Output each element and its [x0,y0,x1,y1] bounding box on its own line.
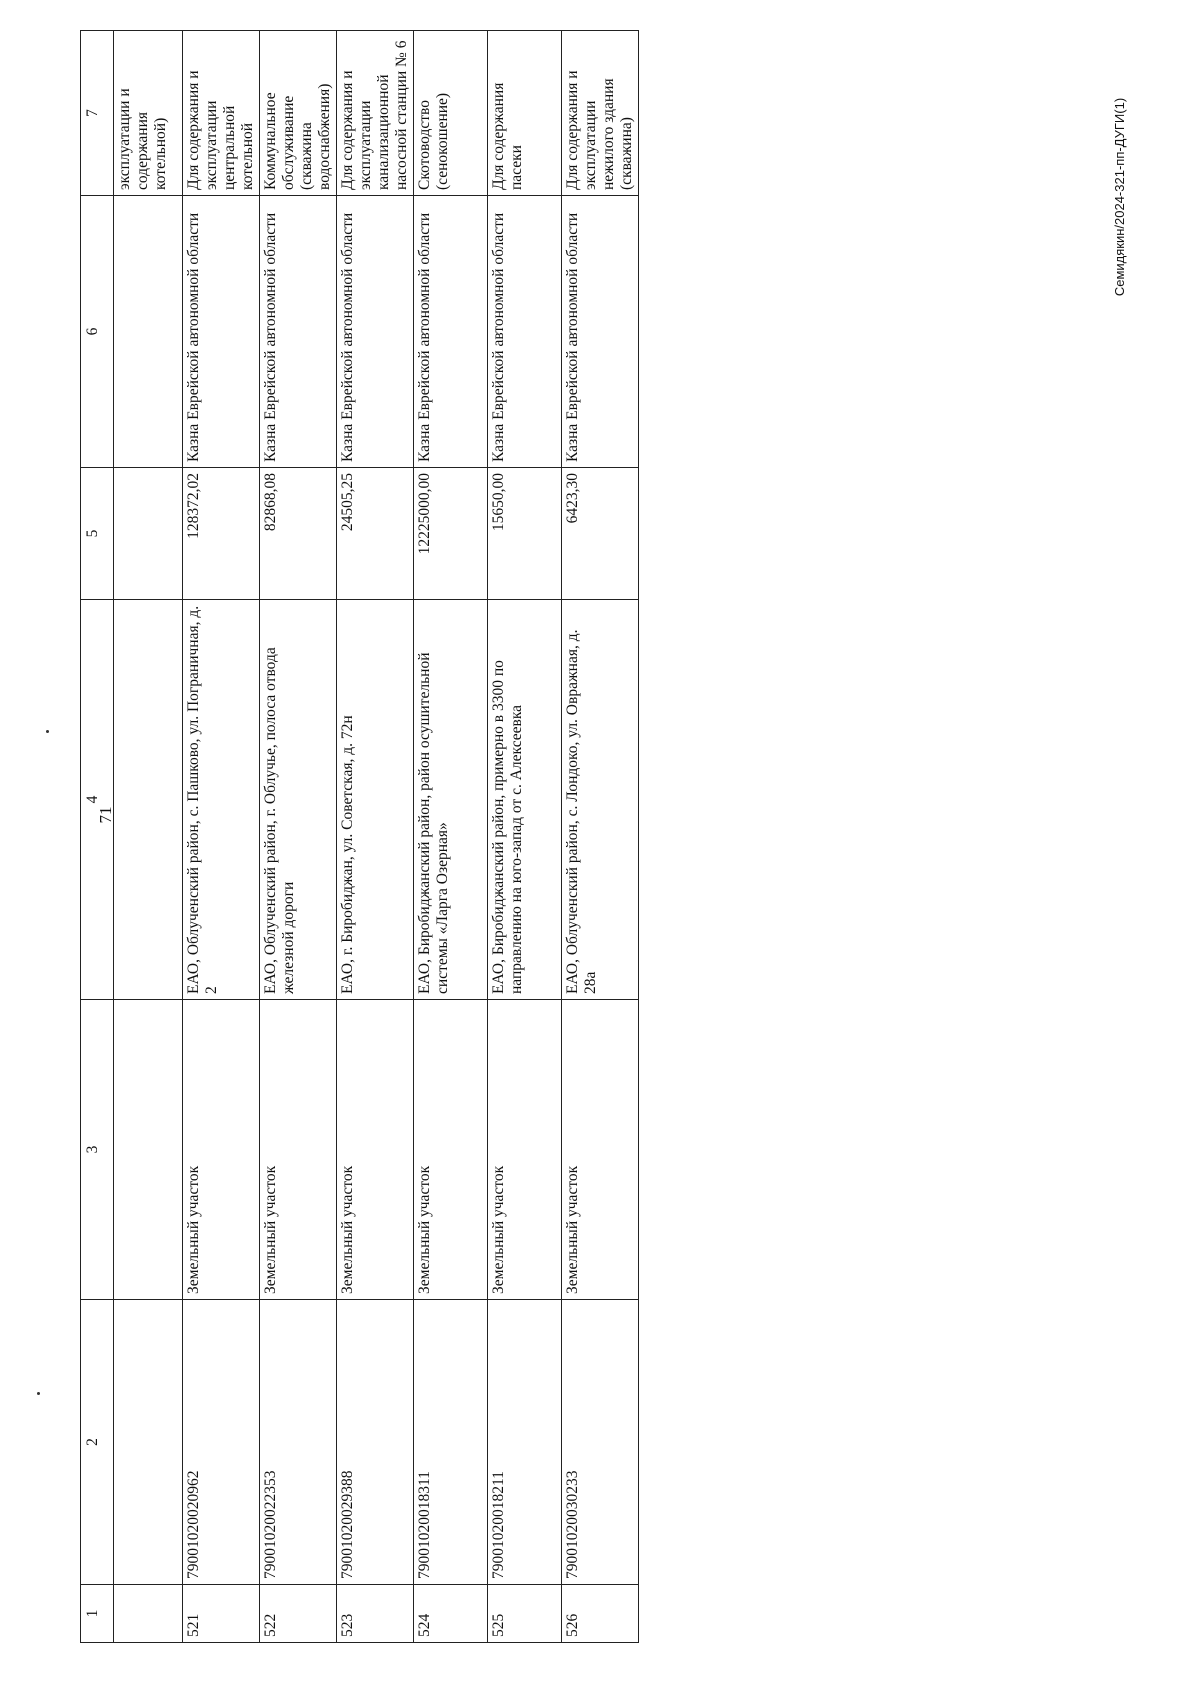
column-header-7: 7 [81,31,114,196]
column-header-5: 5 [81,468,114,600]
row-number-cell: 522 [260,1585,337,1643]
owner-cell: Казна Еврейской автономной области [260,196,337,468]
row-number-cell: 521 [183,1585,260,1643]
owner-cell: Казна Еврейской автономной области [562,196,639,468]
table-row [488,31,562,1643]
property-table-wrapper [80,31,635,1643]
cadastral-number-cell: 79001020029388 [337,1300,414,1585]
purpose-cell: Для содержания и эксплуатации центральной котельной [183,31,260,196]
cadastral-number-cell: 79001020020962 [183,1300,260,1585]
continuation-purpose-cell: эксплуатации и содержания котельной) [114,31,183,196]
value-cell: 82868,08 [260,468,337,600]
value-cell: 12225000,00 [414,468,488,600]
column-header-2: 2 [81,1300,114,1585]
row-number-cell: 526 [562,1585,639,1643]
object-type-cell: Земельный участок [562,1000,639,1300]
continuation-row [114,31,183,1643]
footer-reference: Семидякин/2024-321-пп-ДУГИ(1) [1112,97,1127,297]
object-type-cell: Земельный участок [183,1000,260,1300]
column-header-4: 4 [81,600,114,1000]
value-cell: 128372,02 [183,468,260,600]
owner-cell: Казна Еврейской автономной области [488,196,562,468]
scan-speck [37,1392,40,1395]
purpose-cell: Коммунальное обслуживание (скважина водоснабжения) [260,31,337,196]
object-type-cell: Земельный участок [488,1000,562,1300]
purpose-cell: Для содержания и эксплуатации нежилого здания (скважина) [562,31,639,196]
scan-speck [46,730,49,733]
owner-cell: Казна Еврейской автономной области [414,196,488,468]
cadastral-number-cell: 79001020018311 [414,1300,488,1585]
cadastral-number-cell: 79001020018211 [488,1300,562,1585]
cadastral-number-cell: 79001020022353 [260,1300,337,1585]
address-cell: ЕАО, Облученский район, с. Пашково, ул. Пограничная, д. 2 [183,600,260,1000]
address-cell: ЕАО, Облученский район, г. Облучье, полоса отвода железной дороги [260,600,337,1000]
table-row [337,31,414,1643]
table-row [562,31,639,1643]
table-row [183,31,260,1643]
purpose-cell: Для содержания и эксплуатации канализационной насосной станции № 6 [337,31,414,196]
header-row [81,31,114,1643]
object-type-cell: Земельный участок [260,1000,337,1300]
row-number-cell: 523 [337,1585,414,1643]
value-cell: 24505,25 [337,468,414,600]
row-number-cell: 524 [414,1585,488,1643]
row-number-cell: 525 [488,1585,562,1643]
address-cell: ЕАО, Облученский район, с. Лондоко, ул. Овражная, д. 28а [562,600,639,1000]
page-number: 71 [96,806,115,824]
address-cell: ЕАО, г. Биробиджан, ул. Советская, д. 72н [337,600,414,1000]
object-type-cell: Земельный участок [337,1000,414,1300]
value-cell: 6423,30 [562,468,639,600]
value-cell: 15650,00 [488,468,562,600]
cadastral-number-cell: 79001020030233 [562,1300,639,1585]
table-row [260,31,337,1643]
column-header-1: 1 [81,1585,114,1643]
owner-cell: Казна Еврейской автономной области [337,196,414,468]
table-row [414,31,488,1643]
column-header-3: 3 [81,1000,114,1300]
address-cell: ЕАО, Биробиджанский район, район осушительной системы «Ларга Озерная» [414,600,488,1000]
property-table [80,30,639,1643]
purpose-cell: Для содержания пасеки [488,31,562,196]
object-type-cell: Земельный участок [414,1000,488,1300]
column-header-6: 6 [81,196,114,468]
address-cell: ЕАО, Биробиджанский район, примерно в 3300 по направлению на юго-запад от с. Алексеевка [488,600,562,1000]
owner-cell: Казна Еврейской автономной области [183,196,260,468]
purpose-cell: Скотоводство (сенокошение) [414,31,488,196]
